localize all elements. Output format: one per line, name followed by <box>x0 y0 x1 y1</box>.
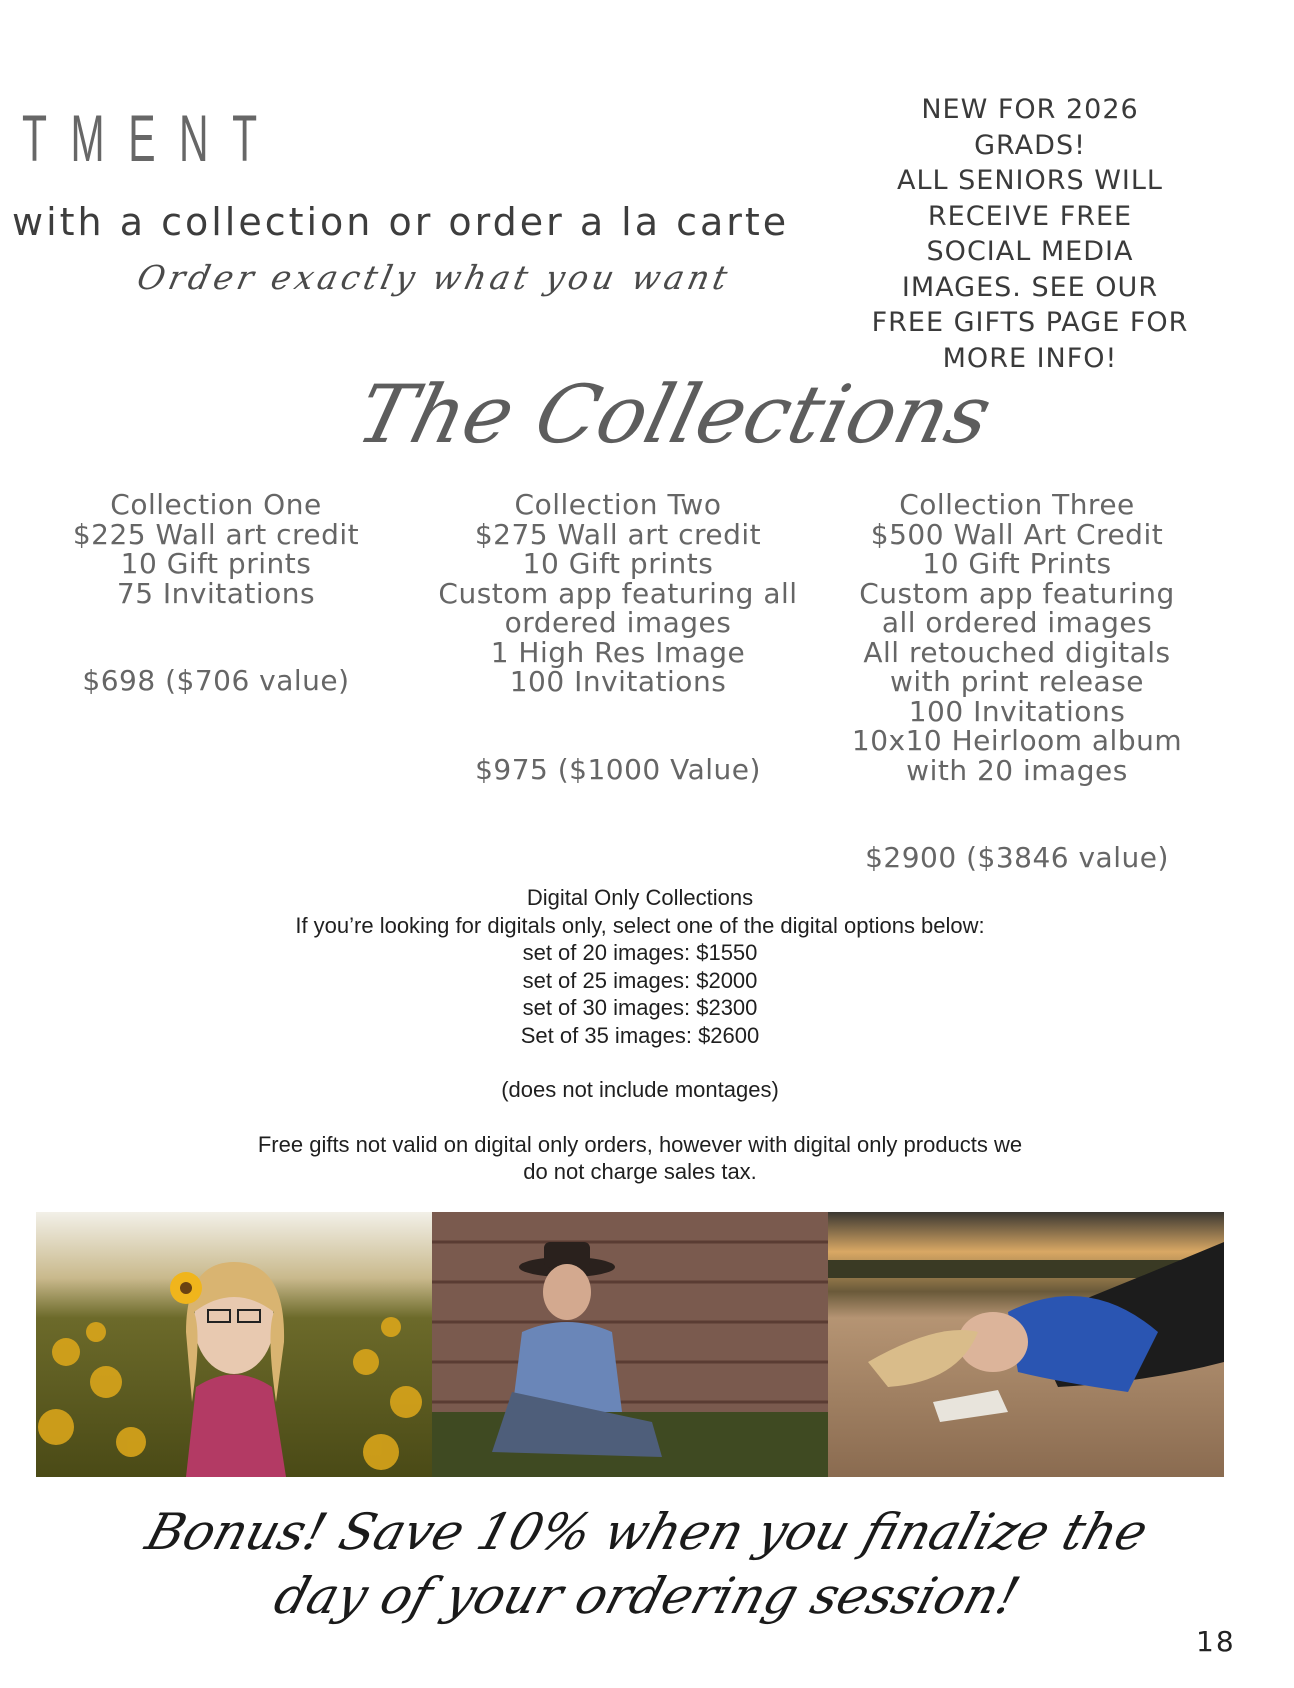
heading-fragment: TMENT <box>22 101 281 175</box>
collection-three <box>797 490 1237 873</box>
script-subtitle: Order exactly what you want <box>133 258 735 297</box>
digital-intro: If you’re looking for digitals only, select one of the digital options below: <box>295 912 985 938</box>
collection-feature: ordered images <box>504 606 732 639</box>
digital-option: set of 25 images: $2000 <box>522 967 758 993</box>
collection-two <box>398 490 838 784</box>
collection-feature: with 20 images <box>906 753 1128 787</box>
collection-feature: 100 Invitations <box>509 665 727 698</box>
collection-feature: 10 Gift prints <box>120 547 312 580</box>
notice-line: IMAGES. SEE OUR <box>901 271 1159 303</box>
collection-feature: 10 Gift Prints <box>922 547 1112 580</box>
digital-option: set of 20 images: $1550 <box>522 940 758 965</box>
collection-feature: 10x10 Heirloom album <box>851 724 1183 757</box>
bonus-callout <box>0 1500 1294 1628</box>
photo-cowboy-barn <box>432 1212 828 1477</box>
notice-line: NEW FOR 2026 <box>921 94 1139 125</box>
collection-feature: Custom app featuring <box>859 576 1175 610</box>
notice-line: GRADS! <box>974 129 1086 161</box>
bonus-line: day of your ordering session! <box>267 1567 1026 1625</box>
notice-line: SOCIAL MEDIA <box>926 236 1134 267</box>
photo-strip <box>36 1212 1224 1477</box>
photo-softball-field <box>828 1212 1224 1477</box>
digital-disclaimer: Free gifts not valid on digital only orders, however with digital only products we <box>257 1131 1023 1157</box>
photo-sunflower-field <box>36 1212 432 1477</box>
collection-name: Collection One <box>110 488 322 521</box>
collection-feature: 100 Invitations <box>908 694 1126 728</box>
collection-price: $975 ($1000 Value) <box>475 752 761 786</box>
collection-feature: Custom app featuring all <box>438 576 798 610</box>
digital-title: Digital Only Collections <box>526 885 754 910</box>
collection-feature: All retouched digitals <box>863 635 1171 669</box>
collection-feature: 1 High Res Image <box>490 635 746 669</box>
notice-line: FREE GIFTS PAGE FOR <box>871 307 1189 338</box>
collection-feature: all ordered images <box>881 606 1153 639</box>
notice-line: ALL SENIORS WILL <box>897 165 1163 196</box>
digital-note: (does not include montages) <box>501 1077 779 1102</box>
collection-feature: with print release <box>889 665 1145 698</box>
collection-feature: $275 Wall art credit <box>474 517 762 551</box>
tagline: with a collection or order a la carte <box>12 200 790 244</box>
collection-name: Collection Two <box>514 488 722 521</box>
collection-feature: 75 Invitations <box>116 576 316 610</box>
digital-option: Set of 35 images: $2600 <box>520 1022 760 1048</box>
page-number: 18 <box>1196 1625 1236 1658</box>
digital-only-section <box>120 884 1160 1186</box>
notice-line: MORE INFO! <box>942 342 1118 374</box>
collection-name: Collection Three <box>899 488 1135 521</box>
digital-disclaimer: do not charge sales tax. <box>523 1159 757 1184</box>
collections-title: The Collections <box>348 368 1001 461</box>
new-for-2026-notice <box>860 92 1200 376</box>
collection-one <box>0 490 436 696</box>
collection-price: $698 ($706 value) <box>82 664 350 697</box>
bonus-line: Bonus! Save 10% when you finalize the <box>139 1503 1155 1561</box>
notice-line: RECEIVE FREE <box>927 200 1133 232</box>
collection-feature: $225 Wall art credit <box>72 517 360 551</box>
collection-price: $2900 ($3846 value) <box>865 841 1169 874</box>
collection-feature: 10 Gift prints <box>522 547 714 580</box>
digital-option: set of 30 images: $2300 <box>522 995 758 1020</box>
collection-feature: $500 Wall Art Credit <box>870 517 1164 551</box>
